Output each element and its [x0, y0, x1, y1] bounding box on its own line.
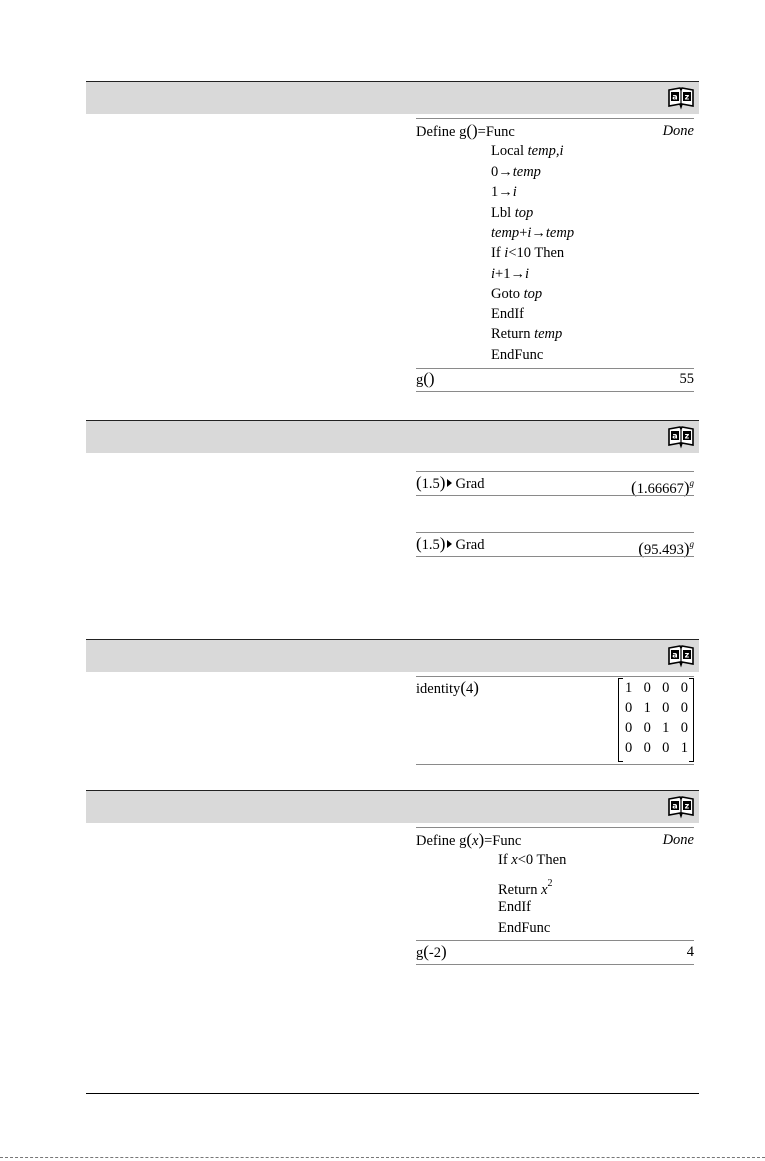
- book-icon: [667, 643, 695, 669]
- calc-entry-identity: [416, 678, 694, 762]
- define-line: Define g(x)=Func: [416, 830, 522, 849]
- define-line: Define g()=Func: [416, 121, 515, 140]
- divider: [416, 495, 694, 496]
- matrix-row: [625, 698, 688, 718]
- calc-entry-grad-2: [416, 534, 694, 556]
- matrix-cell: 1: [680, 740, 688, 756]
- grad-expression: (1.5) Grad: [416, 534, 485, 553]
- section-header-bar-1: [86, 81, 699, 114]
- divider: [416, 471, 694, 472]
- grad-result: $(1.66667)^g$: [631, 478, 694, 497]
- identity-expression: identity(4): [416, 678, 479, 697]
- matrix-cell: 1: [625, 680, 633, 696]
- matrix-bracket-right: [689, 678, 694, 762]
- convert-arrow-icon: [447, 540, 452, 548]
- result-done: Done: [662, 123, 694, 139]
- divider: [416, 391, 694, 392]
- divider: [416, 764, 694, 765]
- grad-expression: (1.5) Grad: [416, 473, 485, 492]
- code-line: If i<10 Then: [491, 245, 565, 261]
- book-icon: [667, 85, 695, 111]
- matrix-row: [625, 678, 688, 698]
- matrix-cell: 0: [625, 740, 633, 756]
- call-result: 4: [686, 944, 694, 960]
- divider: [416, 940, 694, 941]
- divider: [416, 676, 694, 677]
- call-result: 55: [679, 371, 694, 387]
- divider: [416, 827, 694, 828]
- section-header-bar-4: [86, 790, 699, 823]
- matrix-cell: 0: [643, 740, 651, 756]
- divider: [416, 118, 694, 119]
- matrix-row: [625, 718, 688, 738]
- matrix-cell: 0: [625, 720, 633, 736]
- code-line: Local temp,i: [491, 143, 564, 159]
- book-icon: [667, 794, 695, 820]
- code-line: i+1→i: [491, 266, 529, 282]
- crop-line: [0, 1157, 765, 1158]
- code-line: If x<0 Then: [498, 852, 567, 868]
- code-line: Lbl top: [491, 205, 534, 221]
- matrix-cell: 0: [680, 700, 688, 716]
- code-line: Return temp: [491, 326, 563, 342]
- matrix-cell: 0: [662, 680, 670, 696]
- identity-matrix: [618, 678, 694, 760]
- result-done: Done: [662, 832, 694, 848]
- divider: [416, 556, 694, 557]
- code-line: EndFunc: [498, 920, 551, 936]
- matrix-cell: 0: [643, 720, 651, 736]
- matrix-cell: 0: [662, 700, 670, 716]
- grad-result: $(95.493)^g$: [638, 539, 694, 558]
- matrix-cell: 1: [662, 720, 670, 736]
- calc-entry-define-g: [416, 121, 694, 371]
- matrix-cell: 1: [643, 700, 651, 716]
- code-line: EndIf: [491, 306, 525, 322]
- matrix-cell: 0: [680, 720, 688, 736]
- calc-entry-call-g: [416, 369, 694, 391]
- matrix-bracket-left: [618, 678, 623, 762]
- convert-arrow-icon: [447, 479, 452, 487]
- section-header-bar-2: [86, 420, 699, 453]
- code-line: 1→i: [491, 184, 517, 200]
- section-header-bar-3: [86, 639, 699, 672]
- divider: [416, 532, 694, 533]
- call-expression: g(): [416, 369, 435, 388]
- book-icon: [667, 424, 695, 450]
- divider: [416, 964, 694, 965]
- code-line: 0→temp: [491, 164, 541, 180]
- footer-rule: [86, 1093, 699, 1094]
- matrix-cell: 0: [662, 740, 670, 756]
- matrix-cell: 0: [643, 680, 651, 696]
- calc-entry-define-gx: [416, 830, 694, 940]
- matrix-cell: 0: [625, 700, 633, 716]
- calc-entry-grad-1: [416, 473, 694, 495]
- call-expression: g(-2): [416, 942, 447, 961]
- matrix-row: [625, 738, 688, 758]
- matrix-cell: 0: [680, 680, 688, 696]
- code-line: Goto top: [491, 286, 543, 302]
- calc-entry-call-gx: [416, 942, 694, 964]
- code-line: temp+i→temp: [491, 225, 575, 241]
- code-line: EndFunc: [491, 347, 544, 363]
- code-line: EndIf: [498, 899, 532, 915]
- code-line: Return $x^2$: [498, 878, 553, 898]
